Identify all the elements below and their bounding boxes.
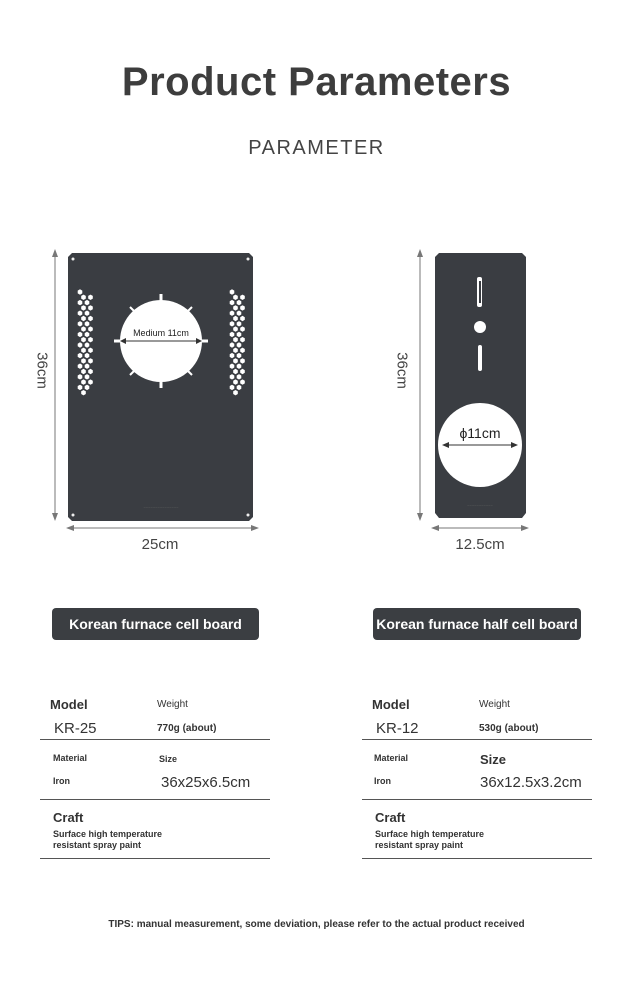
craft-value: Surface high temperature resistant spray paint bbox=[53, 829, 163, 850]
page-subtitle: PARAMETER bbox=[248, 137, 385, 159]
divider bbox=[362, 858, 592, 859]
spec-table-half bbox=[362, 690, 592, 860]
weight-label: Weight bbox=[157, 699, 188, 710]
tips-note: TIPS: manual measurement, some deviation, please refer to the actual product received bbox=[108, 919, 525, 930]
product-name-button-full[interactable]: Korean furnace cell board bbox=[52, 608, 259, 640]
size-value: 36x12.5x3.2cm bbox=[480, 774, 582, 791]
center-label: ϕ11cm bbox=[459, 425, 501, 441]
divider bbox=[362, 799, 592, 800]
craft-label: Craft bbox=[53, 810, 84, 825]
divider bbox=[40, 858, 270, 859]
material-value: Iron bbox=[374, 776, 391, 786]
material-label: Material bbox=[374, 753, 409, 763]
spec-table-full bbox=[40, 690, 270, 860]
divider bbox=[40, 739, 270, 740]
page-title: Product Parameters bbox=[121, 60, 512, 104]
material-label: Material bbox=[53, 753, 88, 763]
board-illustration-full bbox=[30, 245, 270, 545]
model-value: KR-25 bbox=[54, 720, 97, 737]
height-dimension-full: 36cm bbox=[33, 352, 51, 389]
craft-label: Craft bbox=[375, 810, 406, 825]
center-label: Medium 11cm bbox=[133, 328, 189, 338]
divider bbox=[362, 739, 592, 740]
size-label: Size bbox=[480, 752, 507, 767]
half-cell-board bbox=[435, 253, 526, 518]
width-dimension-half: 12.5cm bbox=[455, 536, 505, 553]
size-value: 36x25x6.5cm bbox=[161, 774, 251, 791]
board-illustration-half bbox=[395, 245, 545, 545]
size-label: Size bbox=[159, 754, 178, 764]
model-value: KR-12 bbox=[376, 720, 419, 737]
svg-text:~~~~~~~~~~~~~~~: ~~~~~~~~~~~~~~~ bbox=[143, 505, 179, 510]
material-value: Iron bbox=[53, 776, 70, 786]
width-dimension-full: 25cm bbox=[141, 536, 179, 553]
craft-value: Surface high temperature resistant spray paint bbox=[375, 829, 485, 850]
model-label: Model bbox=[372, 697, 410, 712]
svg-text:~~~~~~~~~~~: ~~~~~~~~~~~ bbox=[467, 503, 493, 508]
weight-value: 770g (about) bbox=[157, 723, 217, 734]
product-name-button-half[interactable]: Korean furnace half cell board bbox=[373, 608, 581, 640]
divider bbox=[40, 799, 270, 800]
full-cell-board bbox=[68, 253, 253, 521]
weight-value: 530g (about) bbox=[479, 723, 539, 734]
model-label: Model bbox=[50, 697, 88, 712]
weight-label: Weight bbox=[479, 699, 510, 710]
height-dimension-half: 36cm bbox=[393, 352, 411, 389]
